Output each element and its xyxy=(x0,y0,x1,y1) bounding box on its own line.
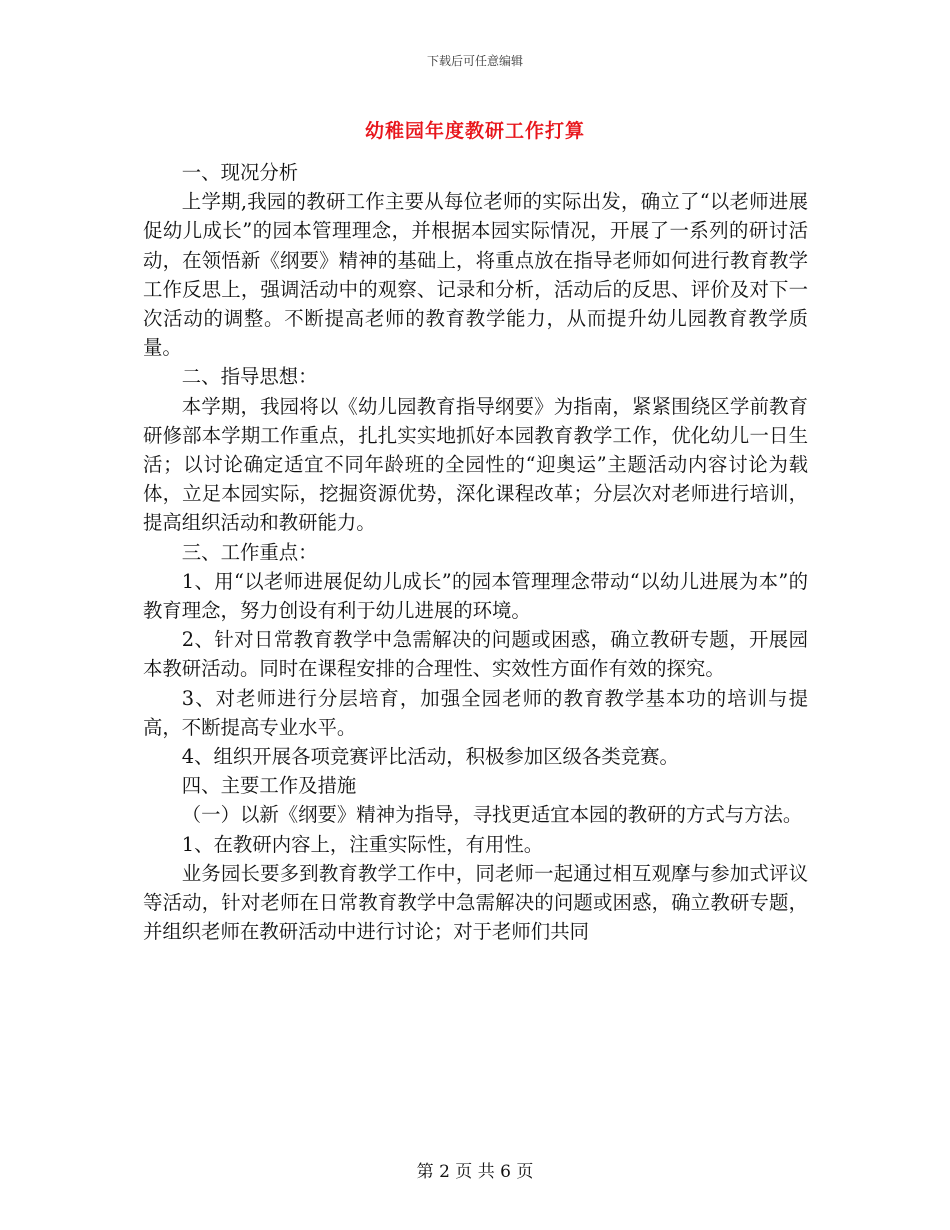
page-footer: 第 2 页 共 6 页 xyxy=(416,1162,534,1182)
paragraph: 本学期，我园将以《幼儿园教育指导纲要》为指南，紧紧围绕区学前教育研修部本学期工作重点，扎扎实实地抓好本园教育教学工作，优化幼儿一日生活；以讨论确定适宜不同年龄班的全园性的“迎奥运”主题活动内容讨论为载体，立足本园实际，挖掘资源优势，深化课程改革；分层次对老师进行培训，提高组织活动和教研能力。 xyxy=(143,394,808,535)
paragraph: （一）以新《纲要》精神为指导，寻找更适宜本园的教研的方式与方法。 xyxy=(181,803,803,827)
paragraph: 三、工作重点： xyxy=(181,540,318,564)
document-body xyxy=(143,158,808,946)
paragraph: 1、用“以老师进展促幼儿成长”的园本管理理念带动“以幼儿进展为本”的教育理念，努力创设有利于幼儿进展的环境。 xyxy=(143,569,808,623)
paragraph: 3、对老师进行分层培育，加强全园老师的教育教学基本功的培训与提高，不断提高专业水平。 xyxy=(143,686,808,739)
paragraph: 1、在教研内容上，注重实际性，有用性。 xyxy=(181,832,544,856)
page-header-note: 下载后可任意编辑 xyxy=(426,54,523,68)
paragraph: 二、指导思想： xyxy=(181,365,318,389)
document-title: 幼稚园年度教研工作打算 xyxy=(364,120,585,142)
paragraph: 四、主要工作及措施 xyxy=(181,774,357,798)
paragraph: 上学期,我园的教研工作主要从每位老师的实际出发，确立了“以老师进展促幼儿成长”的园本管理理念，并根据本园实际情况，开展了一系列的研讨活动，在领悟新《纲要》精神的基础上，将重点放在指导老师如何进行教育教学工作反思上，强调活动中的观察、记录和分析，活动后的反思、评价及对下一次活动的调整。不断提高老师的教育教学能力，从而提升幼儿园教育教学质量。 xyxy=(143,190,808,360)
paragraph: 2、针对日常教育教学中急需解决的问题或困惑，确立教研专题，开展园本教研活动。同时在课程安排的合理性、实效性方面作有效的探究。 xyxy=(143,628,808,681)
paragraph: 业务园长要多到教育教学工作中，同老师一起通过相互观摩与参加式评议等活动，针对老师在日常教育教学中急需解决的问题或困惑，确立教研专题，并组织老师在教研活动中进行讨论；对于老师们共同 xyxy=(143,861,808,944)
paragraph: 一、现况分析 xyxy=(181,161,299,184)
paragraph: 4、组织开展各项竞赛评比活动，积极参加区级各类竞赛。 xyxy=(181,745,679,769)
